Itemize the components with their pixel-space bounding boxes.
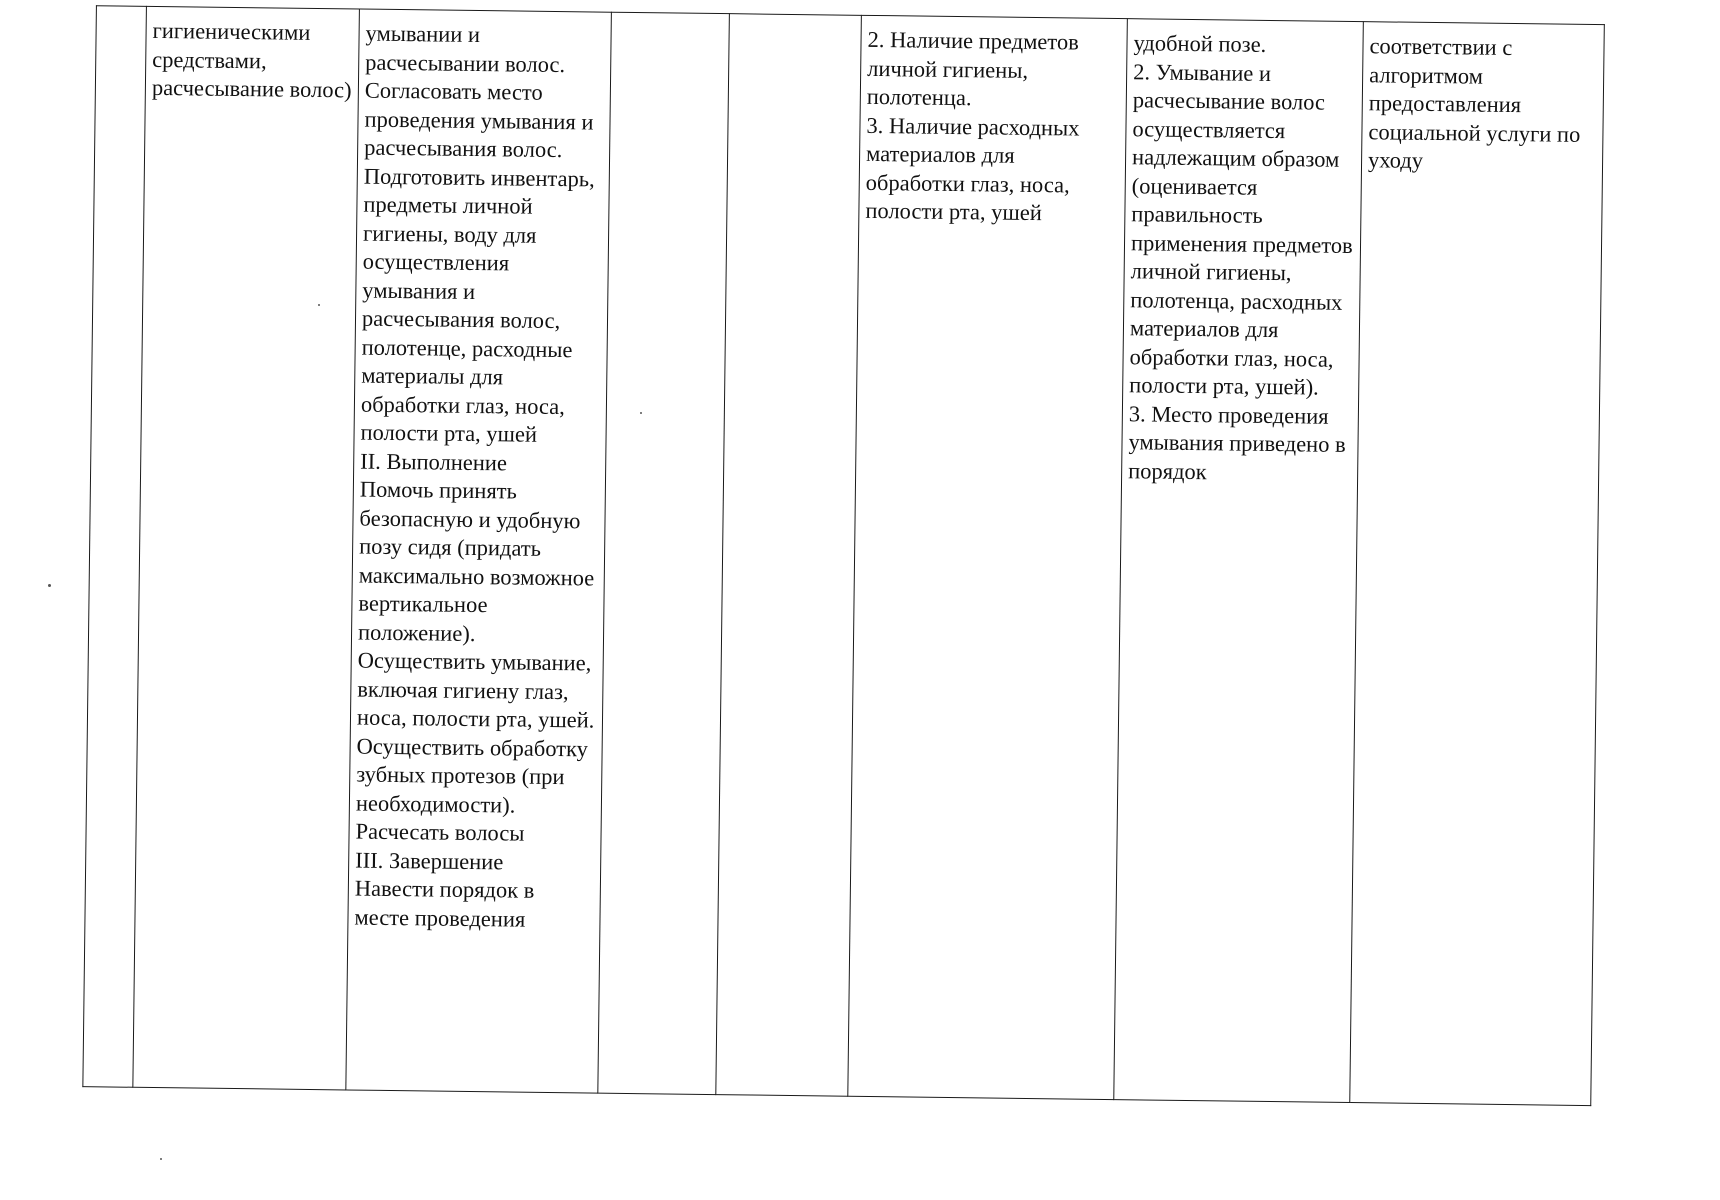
rate-cell — [716, 14, 862, 1097]
service-description-cell: умывании и расчесывании волос. Согласовать место проведения умывания и расчесывания волос. Подготовить инвентарь, предметы личной гигиены, воду для осуществления умывания и расчесывания волос, полотенце, расходные материалы для обработки глаз, носа, полости рта, ушей II. Выполнение Помочь принять безопасную и удобную позу сидя (придать максимально возможное вертикальное положение). Осуществить умывание, включая гигиену глаз, носа, полости рта, ушей. Осуществить обработку зубных протезов (при необходимости). Расчесать волосы III. Завершение Навести порядок в месте проведения — [346, 9, 612, 1093]
scan-speck — [48, 584, 51, 587]
service-name-cell: гигиеническими средствами, расчесывание волос) — [133, 6, 360, 1090]
scan-speck — [318, 304, 320, 306]
term-cell — [598, 12, 730, 1094]
evaluation-cell: соответствии с алгоритмом предоставления социальной услуги по уходу — [1350, 22, 1605, 1106]
table-row — [83, 6, 1604, 1106]
scan-speck — [640, 412, 642, 414]
scan-speck — [160, 1158, 162, 1160]
services-table — [82, 5, 1604, 1106]
quality-indicators-cell: удобной позе. 2. Умывание и расчесывание волос осуществляется надлежащим образом (оценивается правильность применения предметов личной гигиены, полотенца, расходных материалов для обработки глаз, носа, полости рта, ушей). 3. Место проведения умывания приведено в порядок — [1114, 19, 1364, 1103]
conditions-cell: 2. Наличие предметов личной гигиены, полотенца. 3. Наличие расходных материалов для обработки глаз, носа, полости рта, ушей — [848, 15, 1128, 1099]
